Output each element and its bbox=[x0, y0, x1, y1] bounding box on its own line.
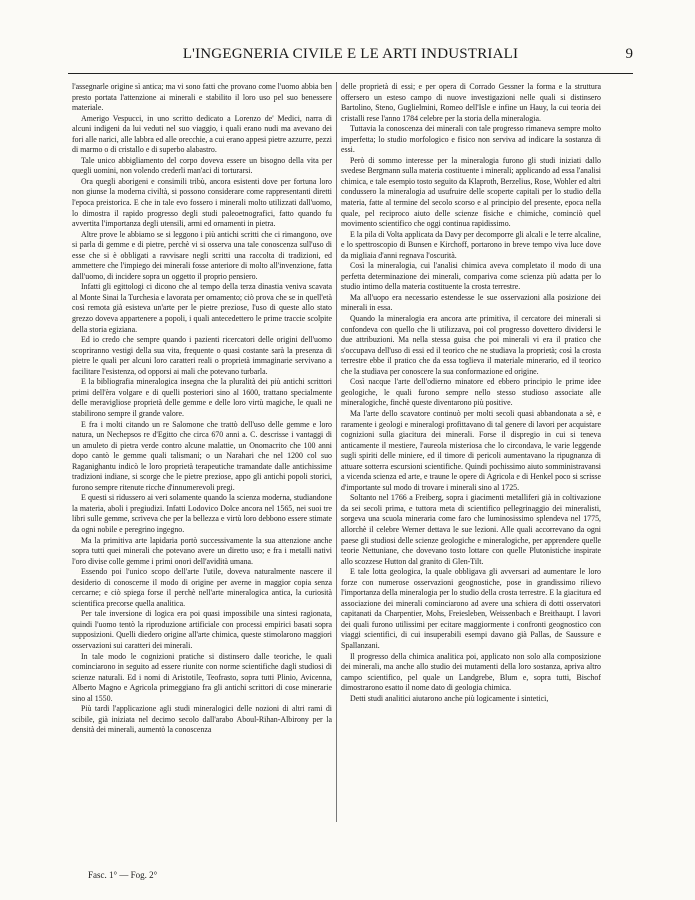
paragraph: Ora quegli aborigeni e consimili tribù, ancora esistenti dove per fortuna loro non giunse la moderna civiltà, si possono considerare come rappresentanti diretti l'epoca preistorica. E che in tale evo fossero i minerali molto utilizzati dall'uomo, lo dimostra il rapido progresso degli studi paleoetnografici, fatto quando fu avvertita l'importanza degli utensili, armi ed ornamenti in pietra. bbox=[72, 176, 332, 229]
paragraph: E questi si ridussero ai veri solamente quando la scienza moderna, studiandone la materia, aboli i pregiudizi. Infatti Lodovico Dolce ancora nel 1565, nei suoi tre libri sulle gemme, scriveva che per la bellezza e virtù loro debbono essere stimate da ogni nobile e peregrino ingegno. bbox=[72, 493, 332, 534]
paragraph: Ma l'arte dello scavatore continuò per molti secoli quasi abbandonata a sè, e raramente i geologi e mineralogi profittavano di tal genere di lavori per acquistare cognizioni sulla giacitura dei minerali. Forse il dispregio in cui si teneva anticamente il mestiere, l'aureola misteriosa che lo circondava, le varie leggende sugli spiriti delle miniere, ed il timore di pericoli aumentavano la ripugnanza di attuare sotterra escursioni scientifiche. Quindi pochissimo aiuto somministravansi a vicenda scienza ed arte, e traune le opere di Agricola e di Henkel poco si scrisse d'importante sul modo di trovare i minerali sino al 1725. bbox=[341, 408, 601, 492]
paragraph: delle proprietà di essi; e per opera di Corrado Gessner la forma e la struttura offersero un esteso campo di nuove investigazioni nelle quali si distinsero Bartolino, Steno, Guglielmini, Romeo dell'Isle e infine un Hauy, la cui teoria dei cristalli rese l'anno 1784 celebre per la storia della mineralogia. bbox=[341, 82, 601, 123]
paragraph: Ma all'uopo era necessario estendesse le sue osservazioni alla posizione dei minerali in essa. bbox=[341, 292, 601, 313]
paragraph: Amerigo Vespucci, in uno scritto dedicato a Lorenzo de' Medici, narra di alcuni indigeni da lui veduti nel suo viaggio, i quali erano nudi ma avevano dei fori alle narici, alle labbra ed alle orecchie, a cui erano appesi pietre azzurre, pezzi di marmo o di cristallo e di superbo alabastro. bbox=[72, 113, 332, 155]
paragraph: E fra i molti citando un re Salomone che trattò dell'uso delle gemme e loro natura, un Nechepsos re d'Egitto che circa 670 anni a. C. descrisse i vantaggi di un amuleto di pietra verde contro alcune malattie, un Onomacrito che 100 anni dopo cantò le gemme quali talismani; o un Narahari che nel 1200 col suo Raganighantu indicò le loro proprietà terapeutiche tramandate dalle antichissime tradizioni indiane, si scorge che le pietre preziose, appo gli antichi popoli storici, furono sempre ritenute ricche d'innumerevoli pregi. bbox=[72, 419, 332, 492]
paragraph: Tale unico abbigliamento del corpo doveva essere un bisogno della vita per quegli uomini, non volendo crederli man'aci di torturarsi. bbox=[72, 155, 332, 176]
paragraph: In tale modo le cognizioni pratiche si distinsero dalle teoriche, le quali cominciarono in seguito ad essere riunite con norme scientifiche dagli studiosi di scienze naturali. Ed i nomi di Aristotile, Teofrasto, sopra tutti Plinio, Avicenna, Alberto Magno e Agricola primeggiano fra gli antichi scrittori di cose minerarie sino al 1550. bbox=[72, 651, 332, 703]
paragraph: Però di sommo interesse per la mineralogia furono gli studi iniziati dallo svedese Bergmann sulla materia costituente i minerali; applicando ad essa l'analisi chimica, e tale esempio tosto seguito da Klaproth, Berzelius, Rose, Wohler ed altri condussero la mineralogia ad usufruire delle scoperte capitali per lo studio della materia, fatte al termine del secolo scorso e al principio del presente, epoca nella quale, pel reciproco aiuto delle scienze fisiche e chimiche, cominciò quel movimento scientifico che oggi continua rapidissimo. bbox=[341, 155, 601, 229]
paragraph: E la pila di Volta applicata da Davy per decomporre gli alcali e le terre alcaline, e lo spettroscopio di Bunsen e Kirchoff, portarono in breve tempo viva luce dove da migliaia d'anni regnava l'oscurità. bbox=[341, 229, 601, 260]
paragraph: l'assegnarle origine sì antica; ma vi sono fatti che provano come l'uomo abbia ben presto portata l'attenzione ai minerali e stabilito il loro uso pel suo benessere materiale. bbox=[72, 82, 332, 113]
paragraph: Altre prove le abbiamo se si leggono i più antichi scritti che ci rimangono, ove si parla di gemme e di pietre, perchè vi si osserva una tale conoscenza sull'uso di esse che si è obbligati a ravvisare negli scritti una raccolta di tradizioni, ed ammettere che l'impiego dei minerali fosse anteriore di molto all'invenzione, fatta dall'uomo, di incidere sopra un oggetto il proprio pensiero. bbox=[72, 229, 332, 281]
page-footer: Fasc. 1° — Fog. 2° bbox=[88, 870, 158, 880]
page-number: 9 bbox=[625, 46, 633, 62]
paragraph: Detti studi analitici aiutarono anche più logicamente i sintetici, bbox=[350, 693, 549, 703]
paragraph: Infatti gli egittologi ci dicono che al tempo della terza dinastia veniva scavata al Monte Sinai la Turchesia e lavorata per ornamento; ciò prova che se in quell'età così remota già esisteva un'arte per le pietre preziose, l'uso di queste allo stato grezzo doveva appartenere a popoli, i quali antecedettero le prime traccie scolpite della storia egiziana. bbox=[72, 282, 332, 334]
paragraph: Ma la primitiva arte lapidaria portò successivamente la sua attenzione anche sopra tutti quei minerali che potevano avere un diretto uso; e fra i metalli nativi l'oro divise colle gemme i primi onori dell'avidità umana. bbox=[72, 535, 332, 566]
paragraph: Così nacque l'arte dell'odierno minatore ed ebbero principio le prime idee geologiche, le quali furono sempre nello stesso studioso associate alle mineralogiche, finchè queste diventarono più positive. bbox=[341, 377, 601, 408]
paragraph: E tale lotta geologica, la quale obbligava gli avversari ad aumentare le loro forze con numerose osservazioni geognostiche, pose in grandissimo rilievo l'importanza della mineralogia per lo studio della crosta terrestre. E la giacitura ed associazione dei minerali cominciarono ad avere una schiera di dotti osservatori capitanati da Charpentier, Mohs, Freiesleben, Weissenbach e Breithaupt. I lavori dei quali furono utilissimi per ecitare maggiormente i confronti geognostico con viaggi scientifici, di cui insuperabili esempi davano già Pallas, de Saussure e Spallanzani. bbox=[341, 567, 601, 650]
paragraph: Quando la mineralogia era ancora arte primitiva, il cercatore dei minerali si confondeva con quello che li utilizzava, poi col progresso dovettero dividersi le due attribuzioni. Ma nella stessa guisa che poi minerali vi era il pratico che s'occupava dell'uso di essi ed il teorico che ne studiava la proprietà; così la crosta terrestre ebbe il pratico che da essa toglieva il materiale minerario, ed il teorico che la studiava per conoscere la sua conformazione ed origine. bbox=[341, 314, 601, 376]
header-rule bbox=[68, 73, 633, 74]
paragraph: Ed io credo che sempre quando i pazienti ricercatori delle origini dell'uomo scopriranno vestigi della sua vita, frequente o quasi costante sarà la presenza di pietre le quali per alcuni loro caratteri reali o proprietà immaginarie servivano a facilitare l'esistenza, od opporsi ai mali che potevano turbarla. bbox=[72, 335, 332, 376]
paragraph: Essendo poi l'unico scopo dell'arte l'utile, doveva naturalmente nascere il desiderio di conoscerne il modo di origine per averne in maggior copia senza cercarne; e ciò spiega forse il perchè nell'arte mineralogica antica, la curiosità scientifica precorse quella analitica. bbox=[72, 567, 332, 608]
paragraph: Tuttavia la conoscenza dei minerali con tale progresso rimaneva sempre molto imperfetta; lo studio morfologico e fisico non serviva ad indicare la sostanza di essi. bbox=[341, 124, 601, 155]
right-column bbox=[341, 82, 601, 840]
page-header bbox=[68, 46, 633, 72]
paragraph: Così la mineralogia, cui l'analisi chimica aveva completato il modo di una perfetta determinazione dei minerali, compariva come scienza più adatta per lo studio intimo della materia costituente la crosta terrestre. bbox=[341, 261, 601, 292]
column-divider bbox=[336, 82, 337, 822]
left-column bbox=[72, 82, 332, 840]
paragraph: Il progresso della chimica analitica poi, applicato non solo alla composizione dei minerali, ma anche allo studio dei mutamenti della loro sostanza, apriva altro campo scientifico, pel quale un Landgrebe, Blum e, sopra tutti, Bischof dimostrarono esatto il nome dato di geologia chimica. bbox=[341, 651, 601, 693]
paragraph: Soltanto nel 1766 a Freiberg, sopra i giacimenti metalliferi già in coltivazione da sei secoli prima, e tuttora meta di scientifico pellegrinaggio dei mineralisti, sorgeva una scuola mineraria come faro che luminosissimo splendeva nel 1775, allorchè il celebre Werner dettava le sue lezioni. Alle quali accorrevano da ogni paese gli studiosi delle scienze geologiche e mineralogiche, per apprendere quelle teorie Nettuniane, che dovevano tosto lottare con quelle Plutonistiche inspirate allo scozzese Hutton dal granito di Glen-Tilt. bbox=[341, 493, 601, 566]
journal-title: L'INGEGNERIA CIVILE E LE ARTI INDUSTRIALI bbox=[182, 46, 519, 62]
paragraph: Più tardi l'applicazione agli studi mineralogici delle nozioni di altri rami di scibile, già iniziata nel decimo secolo dall'arabo Aboul-Rihan-Albirony per la densità dei minerali, aumentò la conoscenza bbox=[72, 704, 332, 735]
paragraph: E la bibliografia mineralogica insegna che la pluralità dei più antichi scrittori primi dell'èra volgare e di quelli posteriori sino al 1600, trattano specialmente delle meravigliose proprietà delle gemme e delle loro virtù magiche, le quali ne stabilirono sempre il grande valore. bbox=[72, 377, 332, 418]
paragraph: Per tale inversione di logica era poi quasi impossibile una sintesi ragionata, quindi l'uomo tentò la riproduzione artificiale con processi empirici basati sopra supposizioni. Quelli diedero origine all'arte chimica, queste stimolarono maggiori osservazioni sui caratteri dei minerali. bbox=[72, 609, 332, 650]
